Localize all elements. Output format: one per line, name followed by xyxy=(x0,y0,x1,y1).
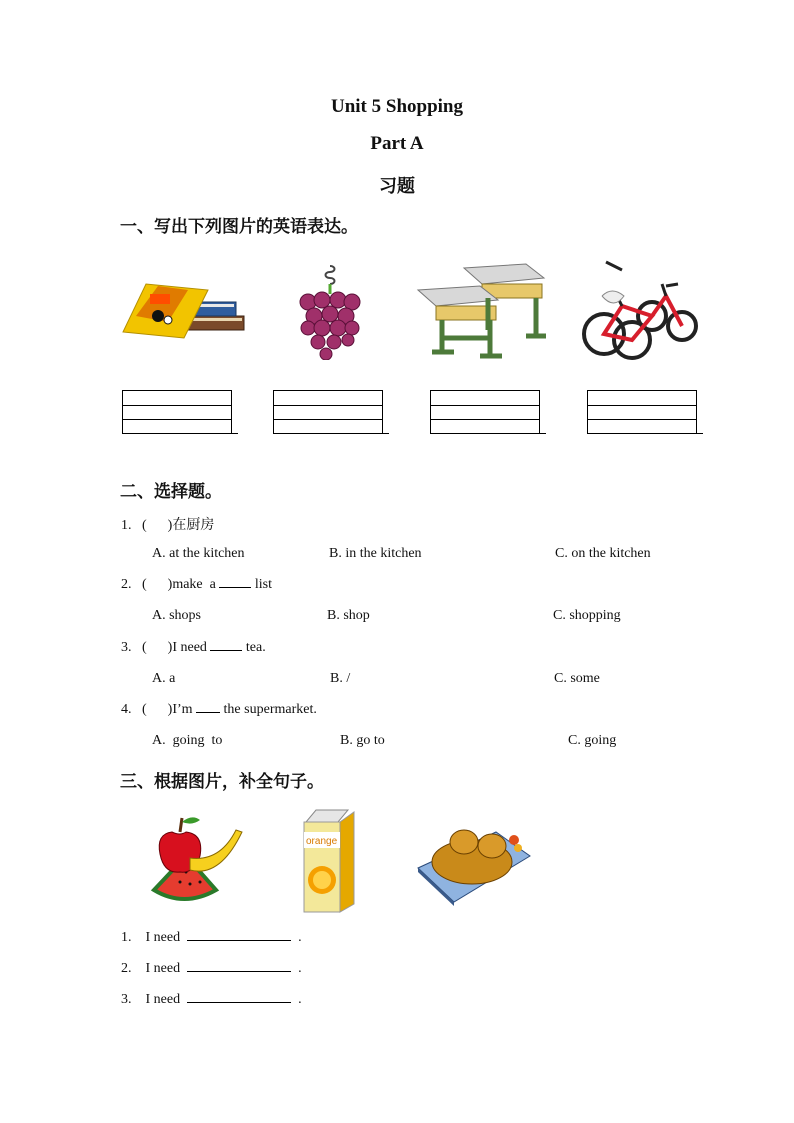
sentence-text: I need xyxy=(145,961,181,976)
sentence-1 xyxy=(121,930,302,946)
bikes-image xyxy=(582,256,700,364)
blank[interactable] xyxy=(219,587,251,588)
sentence-end: . xyxy=(298,930,302,945)
sentence-number: 3. xyxy=(121,992,132,1007)
page-subtitle: Part A xyxy=(370,133,424,154)
section1-title: 一、写出下列图片的英语表达。 xyxy=(120,217,358,237)
question-4 xyxy=(121,702,317,718)
question-3 xyxy=(121,640,266,656)
answer-lines-2[interactable] xyxy=(273,390,383,434)
option-a[interactable]: A. at the kitchen xyxy=(152,546,245,561)
question-number: 2. xyxy=(121,577,132,592)
sentence-number: 2. xyxy=(121,961,132,976)
line-tail xyxy=(383,433,389,434)
section2-title: 二、选择题。 xyxy=(120,482,222,502)
answer-paren[interactable]: ( ) xyxy=(142,577,173,592)
option-b[interactable]: B. shop xyxy=(327,608,370,623)
answer-paren[interactable]: ( ) xyxy=(142,640,173,655)
question-text: I’m xyxy=(172,702,193,717)
question-1 xyxy=(121,514,214,534)
answer-lines-3[interactable] xyxy=(430,390,540,434)
option-b[interactable]: B. in the kitchen xyxy=(329,546,422,561)
sentence-number: 1. xyxy=(121,930,132,945)
option-c[interactable]: C. shopping xyxy=(553,608,621,623)
sentence-3 xyxy=(121,992,302,1008)
sentence-text: I need xyxy=(145,992,181,1007)
option-c[interactable]: C. going xyxy=(568,733,617,748)
option-c[interactable]: C. on the kitchen xyxy=(555,546,651,561)
answer-lines-1[interactable] xyxy=(122,390,232,434)
option-b[interactable]: B. go to xyxy=(340,733,385,748)
blank[interactable] xyxy=(210,650,242,651)
grapes-image xyxy=(294,262,366,360)
orange-juice-image xyxy=(298,808,360,914)
option-a[interactable]: A. a xyxy=(152,671,176,686)
question-text: list xyxy=(254,577,272,592)
line-tail xyxy=(697,433,703,434)
answer-lines-4[interactable] xyxy=(587,390,697,434)
question-text: tea. xyxy=(245,640,266,655)
sentence-end: . xyxy=(298,961,302,976)
option-b[interactable]: B. / xyxy=(330,671,351,686)
option-c[interactable]: C. some xyxy=(554,671,600,686)
answer-paren[interactable]: ( ) xyxy=(142,702,173,717)
desks-image xyxy=(414,258,546,362)
books-image xyxy=(118,272,250,344)
blank[interactable] xyxy=(196,712,220,713)
question-2 xyxy=(121,577,272,593)
question-text: 在厨房 xyxy=(172,517,215,533)
blank[interactable] xyxy=(187,940,291,941)
roast-chicken-image xyxy=(414,808,532,906)
question-text: the supermarket. xyxy=(223,702,317,717)
sentence-2 xyxy=(121,961,302,977)
page-heading: 习题 xyxy=(379,176,415,197)
question-number: 3. xyxy=(121,640,132,655)
question-number: 4. xyxy=(121,702,132,717)
page-title: Unit 5 Shopping xyxy=(330,96,463,117)
option-a[interactable]: A. going to xyxy=(152,733,223,748)
section3-title: 三、根据图片，补全句子。 xyxy=(120,772,324,792)
fruits-image xyxy=(150,812,246,904)
question-text: I need xyxy=(172,640,207,655)
question-number: 1. xyxy=(121,518,132,533)
carton-label: orange xyxy=(306,836,338,847)
blank[interactable] xyxy=(187,1002,291,1003)
line-tail xyxy=(232,433,238,434)
answer-paren[interactable]: ( ) xyxy=(142,518,173,533)
option-a[interactable]: A. shops xyxy=(152,608,202,623)
line-tail xyxy=(540,433,546,434)
sentence-end: . xyxy=(298,992,302,1007)
blank[interactable] xyxy=(187,971,291,972)
question-text: make a xyxy=(172,577,216,592)
sentence-text: I need xyxy=(145,930,181,945)
